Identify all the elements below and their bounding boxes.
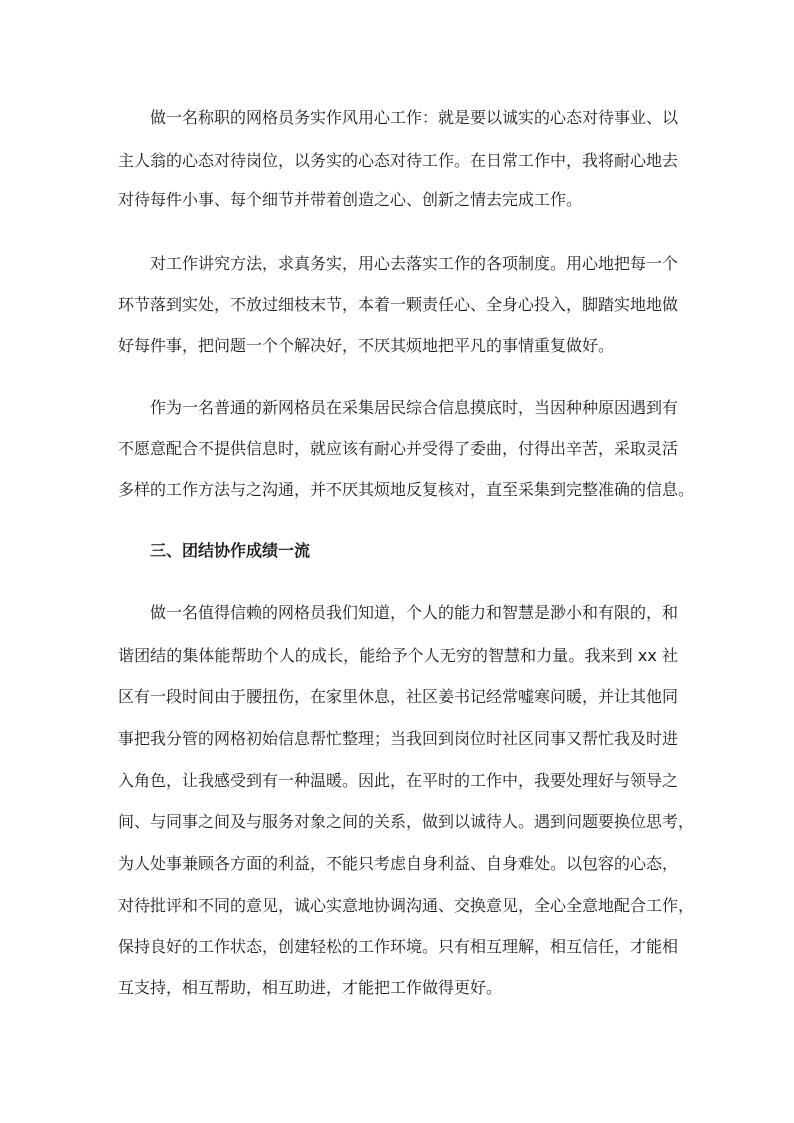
paragraph-3-line-3: 多样的工作方法与之沟通，并不厌其烦地反复核对，直至采集到完整准确的信息。 (118, 480, 695, 499)
paragraph-1-line-3: 对待每件小事、每个细节并带着创造之心、创新之情去完成工作。 (118, 190, 583, 209)
paragraph-3-line-1: 作为一名普通的新网格员在采集居民综合信息摸底时，当因种种原因遇到有 (150, 398, 679, 417)
paragraph-2-line-1: 对工作讲究方法，求真务实，用心去落实工作的各项制度。用心地把每一个 (150, 254, 679, 273)
paragraph-4-line-1: 做一名值得信赖的网格员我们知道，个人的能力和智慧是渺小和有限的，和 (150, 603, 679, 622)
paragraph-4-line-3: 区有一段时间由于腰扭伤，在家里休息，社区姜书记经常嘘寒问暖，并让其他同 (118, 687, 679, 706)
paragraph-4-line-5: 入角色，让我感受到有一种温暖。因此，在平时的工作中，我要处理好与领导之 (118, 771, 679, 790)
paragraph-4-line-2: 谐团结的集体能帮助个人的成长，能给予个人无穷的智慧和力量。我来到 xx 社 (118, 646, 678, 665)
paragraph-4-line-9: 保持良好的工作状态，创建轻松的工作环境。只有相互理解，相互信任，才能相 (118, 937, 679, 956)
paragraph-4-line-8: 对待批评和不同的意见，诚心实意地协调沟通、交换意见，全心全意地配合工作， (118, 896, 695, 915)
paragraph-3-line-2: 不愿意配合不提供信息时，就应该有耐心并受得了委曲，付得出辛苦，采取灵活 (118, 439, 679, 458)
paragraph-4-line-4: 事把我分管的网格初始信息帮忙整理；当我回到岗位时社区同事又帮忙我及时进 (118, 729, 679, 748)
paragraph-1-line-2: 主人翁的心态对待岗位，以务实的心态对待工作。在日常工作中，我将耐心地去 (118, 151, 679, 170)
paragraph-1-line-1: 做一名称职的网格员务实作风用心工作：就是要以诚实的心态对待事业、以 (150, 108, 679, 127)
paragraph-4-line-6: 间、与同事之间及与服务对象之间的关系，做到以诚待人。遇到问题要换位思考， (118, 812, 695, 831)
section-heading: 三、团结协作成绩一流 (150, 541, 311, 560)
paragraph-4-line-7: 为人处事兼顾各方面的利益，不能只考虑自身利益、自身难处。以包容的心态， (118, 854, 679, 873)
paragraph-2-line-3: 好每件事，把问题一个个解决好，不厌其烦地把平凡的事情重复做好。 (118, 336, 615, 355)
paragraph-2-line-2: 环节落到实处，不放过细枝末节，本着一颗责任心、全身心投入，脚踏实地地做 (118, 295, 679, 314)
paragraph-4-line-10: 互支持，相互帮助，相互助进，才能把工作做得更好。 (118, 978, 503, 997)
